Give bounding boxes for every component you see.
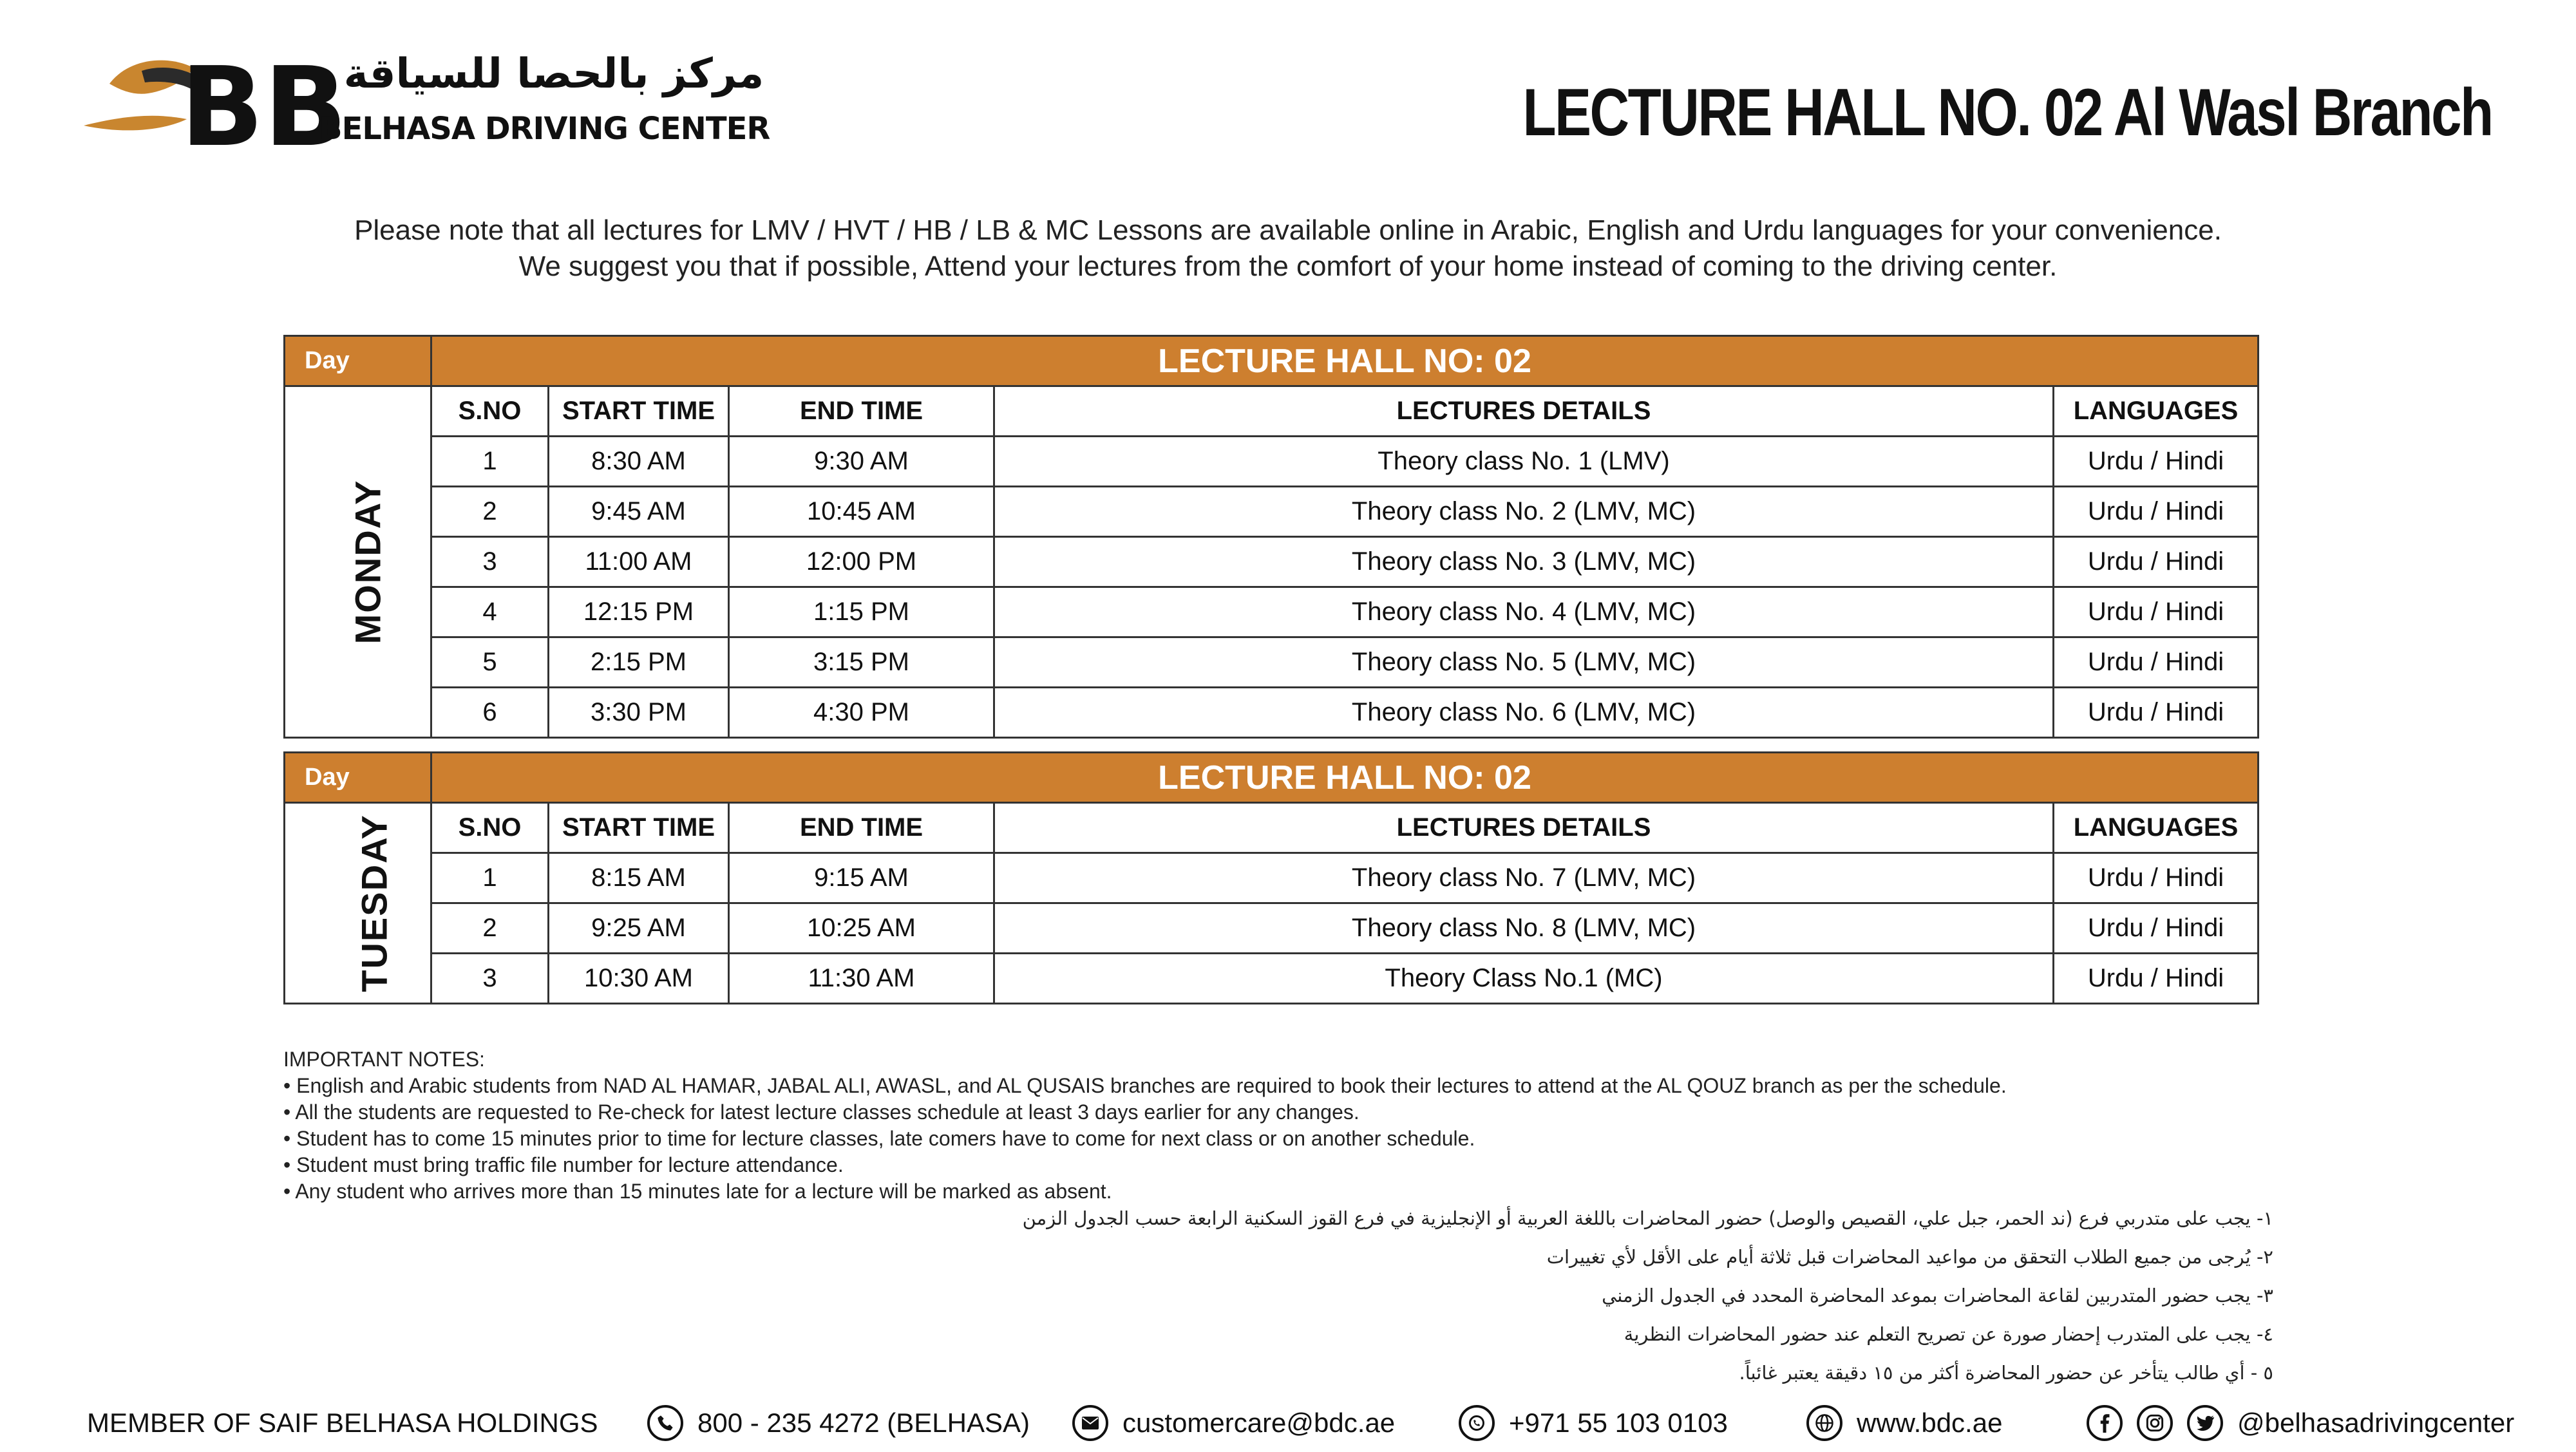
footer: [0, 1400, 2576, 1452]
arabic-note-item: ٥ - أي طالب يتأخر عن حضور المحاضرة أكثر من ١٥ دقيقة يعتبر غائباً.: [1739, 1362, 2273, 1384]
cell-start: 10:30 AM: [549, 954, 729, 1004]
cell-details: Theory Class No.1 (MC): [994, 954, 2054, 1004]
cell-start: 12:15 PM: [549, 587, 729, 637]
cell-start: 8:15 AM: [549, 853, 729, 903]
svg-text:BB: BB: [180, 44, 348, 171]
notice-line-1: Please note that all lectures for LMV / HVT / HB / LB & MC Lessons are available online in Arabic, English and Urdu languages for your convenience.: [354, 214, 2222, 246]
table-row: [285, 487, 2259, 537]
website-url[interactable]: www.bdc.ae: [1857, 1408, 2003, 1438]
email-contact[interactable]: [1072, 1400, 1395, 1446]
cell-sno: 4: [431, 587, 549, 637]
email-icon: [1072, 1405, 1108, 1441]
cell-sno: 5: [431, 637, 549, 688]
cell-start: 11:00 AM: [549, 537, 729, 587]
cell-lang: Urdu / Hindi: [2054, 853, 2259, 903]
arabic-note-item: ٢- يُرجى من جميع الطلاب التحقق من مواعيد المحاضرات قبل ثلاثة أيام على الأقل لأي تغييرات: [1546, 1246, 2273, 1268]
phone-number[interactable]: 800 - 235 4272 (BELHASA): [697, 1408, 1030, 1438]
note-item: • English and Arabic students from NAD AL HAMAR, JABAL ALI, AWASL, and AL QUSAIS branches are required to book their lectures to attend at the AL QOUZ branch as per the schedule.: [283, 1074, 2007, 1097]
social-handle[interactable]: @belhasadrivingcenter: [2237, 1408, 2515, 1438]
important-notes: [283, 1046, 2280, 1205]
arabic-notes: [728, 1199, 2273, 1392]
cell-end: 1:15 PM: [729, 587, 994, 637]
col-lecture-details: LECTURES DETAILS: [994, 803, 2054, 853]
cell-end: 11:30 AM: [729, 954, 994, 1004]
logo-english-text: BELHASA DRIVING CENTER: [319, 111, 770, 147]
day-label: Day: [285, 336, 431, 386]
hall-title: LECTURE HALL NO: 02: [431, 753, 2259, 803]
whatsapp-number[interactable]: +971 55 103 0103: [1509, 1408, 1728, 1438]
globe-icon: [1806, 1405, 1842, 1441]
instagram-icon[interactable]: [2137, 1405, 2173, 1441]
col-start-time: START TIME: [549, 386, 729, 437]
table-row: [285, 954, 2259, 1004]
online-notice: [0, 212, 2576, 285]
arabic-note-item: ٣- يجب حضور المتدربين لقاعة المحاضرات بموعد المحاضرة المحدد في الجدول الزمني: [1602, 1285, 2273, 1306]
cell-details: Theory class No. 8 (LMV, MC): [994, 903, 2054, 954]
cell-lang: Urdu / Hindi: [2054, 637, 2259, 688]
table-row: [285, 637, 2259, 688]
cell-start: 9:25 AM: [549, 903, 729, 954]
notice-line-2: We suggest you that if possible, Attend your lectures from the comfort of your home instead of coming to the driving center.: [518, 250, 2058, 282]
monday-schedule-table: [283, 335, 2259, 739]
table-header-row: [285, 336, 2259, 386]
col-sno: S.NO: [431, 386, 549, 437]
cell-lang: Urdu / Hindi: [2054, 587, 2259, 637]
cell-end: 12:00 PM: [729, 537, 994, 587]
table-row: [285, 537, 2259, 587]
cell-details: Theory class No. 3 (LMV, MC): [994, 537, 2054, 587]
website-link[interactable]: [1806, 1400, 2002, 1446]
table-row: [285, 437, 2259, 487]
phone-contact[interactable]: [647, 1400, 1030, 1446]
column-header-row: [285, 803, 2259, 853]
cell-details: Theory class No. 4 (LMV, MC): [994, 587, 2054, 637]
tuesday-schedule-table: [283, 751, 2259, 1004]
cell-lang: Urdu / Hindi: [2054, 537, 2259, 587]
cell-end: 4:30 PM: [729, 688, 994, 738]
col-sno: S.NO: [431, 803, 549, 853]
note-item: • All the students are requested to Re-check for latest lecture classes schedule at least 3 days earlier for any changes.: [283, 1100, 1359, 1124]
cell-sno: 3: [431, 537, 549, 587]
cell-lang: Urdu / Hindi: [2054, 437, 2259, 487]
cell-sno: 2: [431, 903, 549, 954]
cell-start: 2:15 PM: [549, 637, 729, 688]
logo-arabic-text: مركز بالحصا للسياقة: [343, 50, 764, 98]
cell-lang: Urdu / Hindi: [2054, 487, 2259, 537]
note-item: • Student must bring traffic file number for lecture attendance.: [283, 1153, 844, 1176]
cell-end: 3:15 PM: [729, 637, 994, 688]
table-row: [285, 688, 2259, 738]
cell-sno: 1: [431, 437, 549, 487]
col-languages: LANGUAGES: [2054, 386, 2259, 437]
cell-start: 3:30 PM: [549, 688, 729, 738]
cell-end: 9:15 AM: [729, 853, 994, 903]
whatsapp-icon: [1459, 1405, 1495, 1441]
cell-end: 10:45 AM: [729, 487, 994, 537]
email-address[interactable]: customercare@bdc.ae: [1122, 1408, 1396, 1438]
table-row: [285, 853, 2259, 903]
table-header-row: [285, 753, 2259, 803]
col-start-time: START TIME: [549, 803, 729, 853]
col-lecture-details: LECTURES DETAILS: [994, 386, 2054, 437]
note-item: • Student has to come 15 minutes prior to time for lecture classes, late comers have to come for next class or on another schedule.: [283, 1127, 1475, 1150]
phone-icon: [647, 1405, 683, 1441]
col-languages: LANGUAGES: [2054, 803, 2259, 853]
cell-sno: 2: [431, 487, 549, 537]
cell-lang: Urdu / Hindi: [2054, 688, 2259, 738]
twitter-icon[interactable]: [2187, 1405, 2223, 1441]
social-links: [2087, 1400, 2514, 1446]
col-end-time: END TIME: [729, 386, 994, 437]
arabic-note-item: ١- يجب على متدربي فرع (ند الحمر، جبل علي، القصيص والوصل) حضور المحاضرات باللغة العربية أو الإنجليزية في فرع القوز السكنية الرابعة حسب الجدول الزمن: [1022, 1207, 2273, 1229]
column-header-row: [285, 386, 2259, 437]
cell-details: Theory class No. 6 (LMV, MC): [994, 688, 2054, 738]
cell-lang: Urdu / Hindi: [2054, 903, 2259, 954]
cell-details: Theory class No. 5 (LMV, MC): [994, 637, 2054, 688]
cell-sno: 3: [431, 954, 549, 1004]
cell-start: 8:30 AM: [549, 437, 729, 487]
cell-start: 9:45 AM: [549, 487, 729, 537]
cell-lang: Urdu / Hindi: [2054, 954, 2259, 1004]
cell-sno: 6: [431, 688, 549, 738]
cell-sno: 1: [431, 853, 549, 903]
cell-end: 9:30 AM: [729, 437, 994, 487]
hall-title: LECTURE HALL NO: 02: [431, 336, 2259, 386]
notes-heading: IMPORTANT NOTES:: [283, 1048, 485, 1071]
cell-end: 10:25 AM: [729, 903, 994, 954]
horse-logo-icon: [84, 44, 348, 171]
day-name-tuesday: TUESDAY: [285, 803, 431, 1004]
company-logo: [84, 44, 779, 171]
cell-details: Theory class No. 7 (LMV, MC): [994, 853, 2054, 903]
day-name-monday: MONDAY: [285, 386, 431, 738]
cell-details: Theory class No. 1 (LMV): [994, 437, 2054, 487]
col-end-time: END TIME: [729, 803, 994, 853]
arabic-note-item: ٤- يجب على المتدرب إحضار صورة عن تصريح التعلم عند حضور المحاضرات النظرية: [1624, 1323, 2273, 1345]
day-label: Day: [285, 753, 431, 803]
table-row: [285, 587, 2259, 637]
facebook-icon[interactable]: [2087, 1405, 2123, 1441]
member-text: MEMBER OF SAIF BELHASA HOLDINGS: [87, 1408, 598, 1438]
cell-details: Theory class No. 2 (LMV, MC): [994, 487, 2054, 537]
note-item: • Any student who arrives more than 15 minutes late for a lecture will be marked as absent.: [283, 1180, 1112, 1203]
table-row: [285, 903, 2259, 954]
page-title: LECTURE HALL NO. 02 Al Wasl Branch: [1522, 75, 2492, 150]
whatsapp-contact[interactable]: [1459, 1400, 1728, 1446]
